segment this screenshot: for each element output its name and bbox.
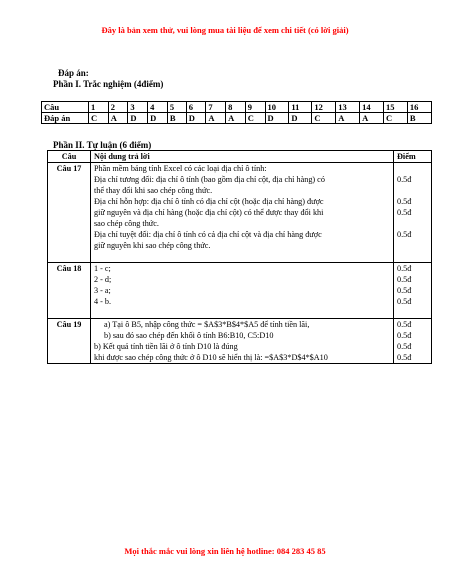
essay-points	[394, 263, 432, 319]
essay-row	[48, 163, 432, 263]
row-header-question: Câu	[42, 102, 89, 113]
answer-cell: D	[148, 113, 168, 124]
points-value: 0.5đ	[397, 208, 412, 217]
answer-line: Địa chỉ tương đối: địa chỉ ô tính (bao gồm địa chỉ cột, địa chỉ hàng) có	[94, 175, 325, 184]
answer-line: b) sau đó sao chép đến khối ô tính B6:B10, C5:D10	[104, 331, 274, 340]
question-number-cell: 5	[167, 102, 186, 113]
points-value: 0.5đ	[397, 331, 412, 340]
essay-points	[394, 319, 432, 364]
question-number-cell: 4	[148, 102, 168, 113]
answer-line: 1 - c;	[94, 264, 111, 273]
question-number-cell: 10	[265, 102, 289, 113]
answer-line: b) Kết quả tính tiền lãi ở ô tính D10 là đúng	[94, 342, 238, 351]
points-value: 0.5đ	[397, 297, 412, 306]
answer-line: sao chép công thức.	[94, 219, 159, 228]
answer-line: 3 - a;	[94, 286, 111, 295]
answer-line: 2 - d;	[94, 275, 112, 284]
answer-cell: A	[360, 113, 384, 124]
points-value: 0.5đ	[397, 175, 412, 184]
points-value: 0.5đ	[397, 353, 412, 362]
answer-cell: C	[312, 113, 336, 124]
question-number-cell: 11	[289, 102, 312, 113]
answer-line: a) Tại ô B5, nhập công thức = $A$3*B$4*$A5 để tính tiền lãi,	[104, 320, 310, 329]
essay-answer-content	[91, 319, 394, 364]
points-value	[397, 163, 428, 174]
answer-cell: C	[245, 113, 265, 124]
part1-title: Phần I. Trắc nghiệm (4điểm)	[53, 79, 164, 89]
answer-cell: A	[206, 113, 226, 124]
points-value: 0.5đ	[397, 320, 412, 329]
answer-line: thể thay đổi khi sao chép công thức.	[94, 186, 213, 195]
answer-cell: B	[167, 113, 186, 124]
points-value	[397, 185, 428, 196]
essay-row	[48, 319, 432, 364]
multiple-choice-answer-table	[41, 101, 432, 124]
part2-title: Phần II. Tự luận (6 điểm)	[53, 140, 152, 150]
points-value: 0.5đ	[397, 286, 412, 295]
answer-line: khi được sao chép công thức ở ô D10 sẽ hiển thị là: =$A$3*D$4*$A10	[94, 353, 328, 362]
essay-header-row	[48, 151, 432, 163]
answer-cell: B	[407, 113, 431, 124]
essay-answer-table	[47, 150, 432, 364]
question-number-cell: 14	[360, 102, 384, 113]
header-content: Nội dung trả lời	[91, 151, 394, 163]
answer-line: giữ nguyên khi sao chép công thức.	[94, 241, 211, 250]
essay-answer-content	[91, 263, 394, 319]
points-value	[397, 218, 428, 229]
question-number-cell: 1	[89, 102, 109, 113]
question-number-cell: 6	[186, 102, 206, 113]
points-value	[397, 240, 428, 251]
preview-banner: Đây là bản xem thử, vui lòng mua tài liệu để xem chi tiết (có lời giải)	[101, 25, 349, 35]
answer-line: giữ nguyên và địa chỉ hàng (hoặc địa chỉ cột) có thể được thay đổi khi	[94, 208, 324, 217]
answer-cell: D	[128, 113, 148, 124]
answer-cell: A	[108, 113, 128, 124]
answer-cell: C	[384, 113, 408, 124]
answer-line: 4 - b.	[94, 297, 112, 306]
answer-cell: D	[289, 113, 312, 124]
essay-row	[48, 263, 432, 319]
question-number-cell: 7	[206, 102, 226, 113]
answer-line: Địa chỉ hỗn hợp: địa chỉ ô tính có địa chỉ cột (hoặc địa chỉ hàng) được	[94, 197, 324, 206]
question-number-cell: 16	[407, 102, 431, 113]
points-value: 0.5đ	[397, 230, 412, 239]
essay-answer-content	[91, 163, 394, 263]
answer-label: Đáp án:	[58, 68, 89, 78]
question-number-cell: 13	[336, 102, 360, 113]
question-number-cell: 12	[312, 102, 336, 113]
question-number-cell: 9	[245, 102, 265, 113]
points-value: 0.5đ	[397, 264, 412, 273]
answer-cell: C	[89, 113, 109, 124]
row-header-answer: Đáp án	[42, 113, 89, 124]
answer-line: Địa chỉ tuyệt đối: địa chỉ ô tính có cả địa chỉ cột và địa chỉ hàng được	[94, 230, 322, 239]
answer-cell: D	[265, 113, 289, 124]
answer-cell: A	[336, 113, 360, 124]
points-value: 0.5đ	[397, 275, 412, 284]
question-number-cell: 2	[108, 102, 128, 113]
essay-question-label: Câu 17	[48, 163, 91, 263]
essay-question-label: Câu 19	[48, 319, 91, 364]
question-number-cell: 15	[384, 102, 408, 113]
points-value: 0.5đ	[397, 342, 412, 351]
answer-cell: A	[226, 113, 246, 124]
answer-cell: D	[186, 113, 206, 124]
hotline-footer: Mọi thắc mắc vui lòng xin liên hệ hotline: 084 283 45 85	[124, 546, 326, 556]
essay-points	[394, 163, 432, 263]
question-number-row	[42, 102, 432, 113]
header-question: Câu	[48, 151, 91, 163]
header-points: Điểm	[394, 151, 432, 163]
essay-question-label: Câu 18	[48, 263, 91, 319]
points-value: 0.5đ	[397, 197, 412, 206]
question-number-cell: 8	[226, 102, 246, 113]
answer-row	[42, 113, 432, 124]
answer-line: Phần mềm bảng tính Excel có các loại địa chỉ ô tính:	[94, 164, 267, 173]
question-number-cell: 3	[128, 102, 148, 113]
